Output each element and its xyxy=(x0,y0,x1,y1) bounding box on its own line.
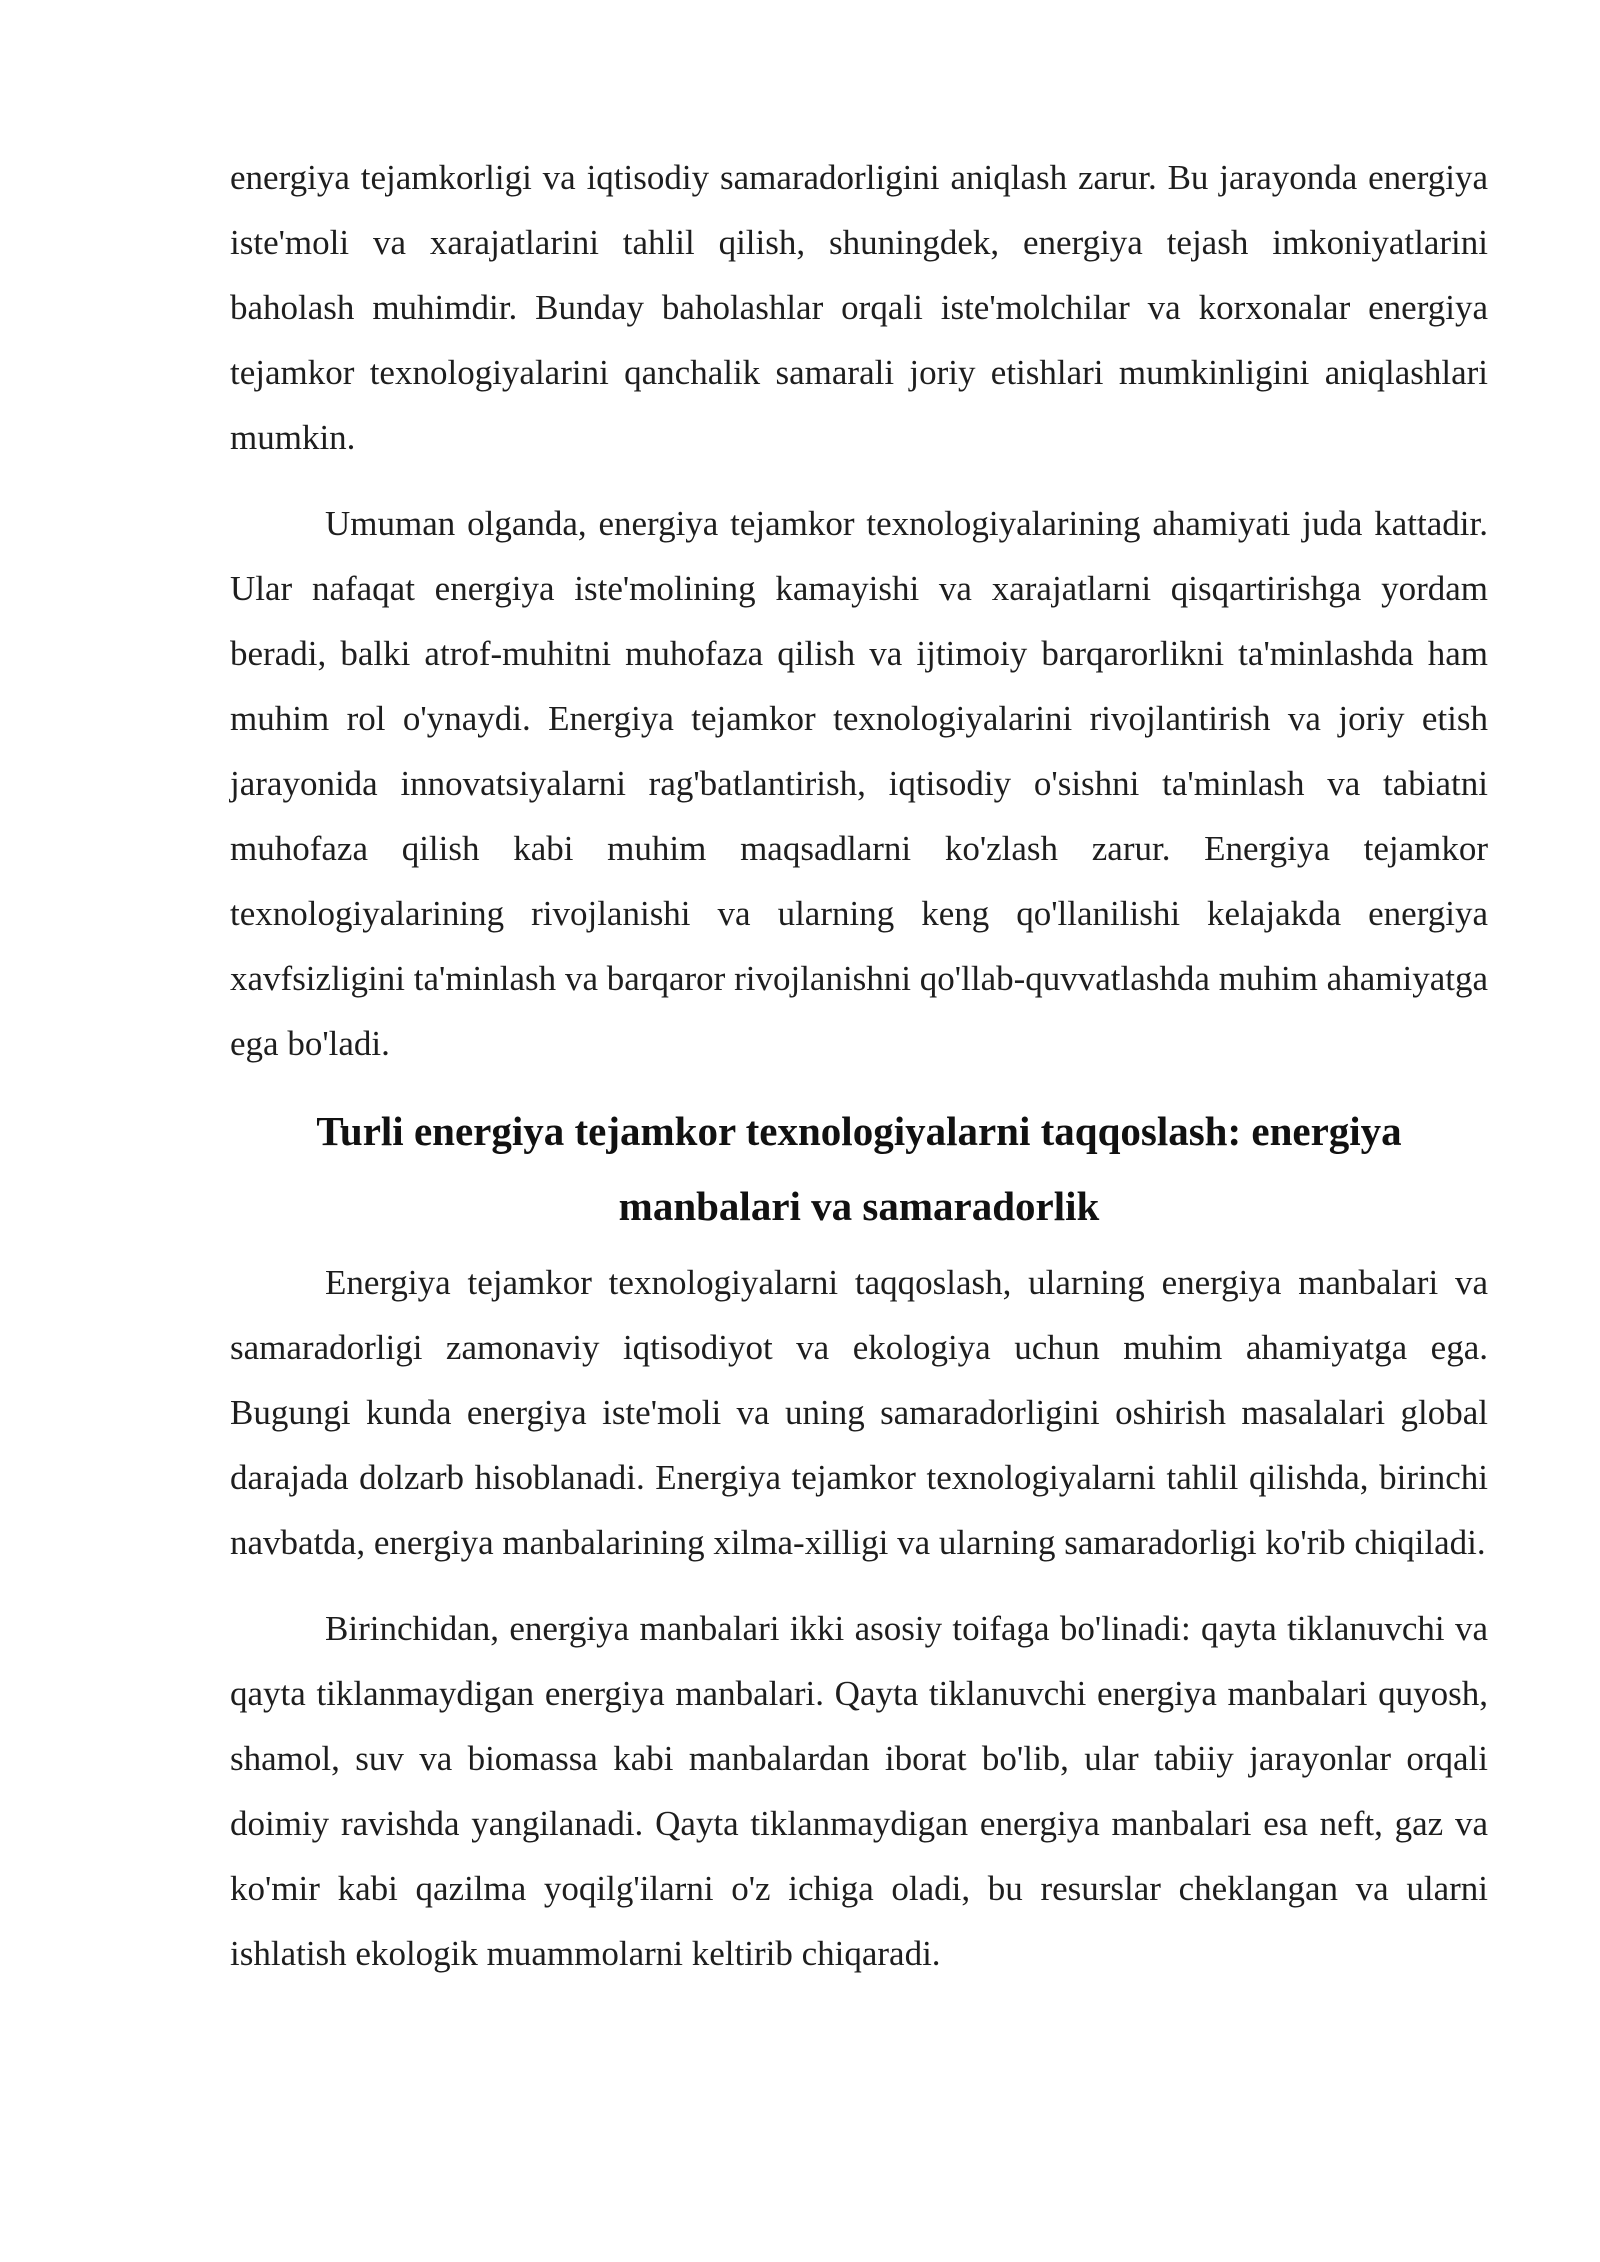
paragraph-energy-sources: Birinchidan, energiya manbalari ikki asosiy toifaga bo'linadi: qayta tiklanuvchi va qayta tiklanmaydigan energiya manbalari. Qayta tiklanuvchi energiya manbalari quyosh, shamol, suv va biomassa kabi manbalardan iborat bo'lib, ular tabiiy jarayonlar orqali doimiy ravishda yangilanadi. Qayta tiklanmaydigan energiya manbalari esa neft, gaz va ko'mir kabi qazilma yoqilg'ilarni o'z ichiga oladi, bu resurslar cheklangan va ularni ishlatish ekologik muammolarni keltirib chiqaradi. xyxy=(230,1609,1488,1973)
paragraph-importance-summary: Umuman olganda, energiya tejamkor texnologiyalarining ahamiyati juda kattadir. Ular nafaqat energiya iste'molining kamayishi va xarajatlarni qisqartirishga yordam beradi, balki atrof-muhitni muhofaza qilish va ijtimoiy barqarorlikni ta'minlashda ham muhim rol o'ynaydi. Energiya tejamkor texnologiyalarini rivojlantirish va joriy etish jarayonida innovatsiyalarni rag'batlantirish, iqtisodiy o'sishni ta'minlash va tabiatni muhofaza qilish kabi muhim maqsadlarni ko'zlash zarur. Energiya tejamkor texnologiyalarining rivojlanishi va ularning keng qo'llanilishi kelajakda energiya xavfsizligini ta'minlash va barqaror rivojlanishni qo'llab-quvvatlashda muhim ahamiyatga ega bo'ladi. xyxy=(230,504,1488,1063)
page-content xyxy=(230,145,1488,1986)
section-heading: Turli energiya tejamkor texnologiyalarni taqqoslash: energiya manbalari va samaradorlik xyxy=(316,1108,1402,1229)
paragraph-continuation: energiya tejamkorligi va iqtisodiy samaradorligini aniqlash zarur. Bu jarayonda energiya iste'moli va xarajatlarini tahlil qilish, shuningdek, energiya tejash imkoniyatlarini baholash muhimdir. Bunday baholashlar orqali iste'molchilar va korxonalar energiya tejamkor texnologiyalarini qanchalik samarali joriy etishlari mumkinligini aniqlashlari mumkin. xyxy=(230,158,1488,457)
paragraph-comparison-intro: Energiya tejamkor texnologiyalarni taqqoslash, ularning energiya manbalari va samaradorligi zamonaviy iqtisodiyot va ekologiya uchun muhim ahamiyatga ega. Bugungi kunda energiya iste'moli va uning samaradorligini oshirish masalalari global darajada dolzarb hisoblanadi. Energiya tejamkor texnologiyalarni tahlil qilishda, birinchi navbatda, energiya manbalarining xilma-xilligi va ularning samaradorligi ko'rib chiqiladi. xyxy=(230,1263,1488,1562)
